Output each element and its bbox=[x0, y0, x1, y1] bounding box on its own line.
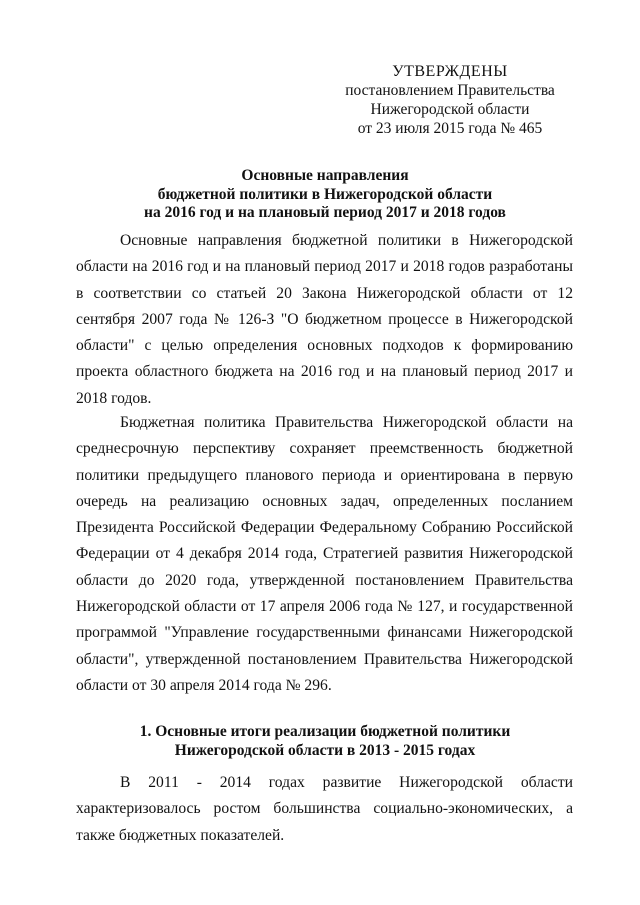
section-heading-line-1: 1. Основные итоги реализации бюджетной политики bbox=[139, 723, 511, 740]
approval-heading: УТВЕРЖДЕНЫ bbox=[392, 63, 508, 80]
title-line-2: бюджетной политики в Нижегородской области bbox=[157, 185, 493, 203]
section-heading bbox=[80, 722, 570, 760]
paragraph-text: Основные направления бюджетной политики в Нижегородской области на 2016 год и на плановый период 2017 и 2018 годов разработаны в соответствии со статьей 20 Закона Нижегородской области от 12 сентября 2007 года № 126-З "О бюджетном процессе в Нижегородской области" с целью определения основных подходов к формированию проекта областного бюджета на 2016 год и на плановый период 2017 и 2018 годов. bbox=[76, 232, 573, 407]
paragraph-text: В 2011 - 2014 годах развитие Нижегородской области характеризовалось ростом большинства социально-экономических, а также бюджетных показателей. bbox=[76, 774, 573, 844]
title-line-3: на 2016 год и на плановый период 2017 и 2018 годов bbox=[144, 204, 506, 221]
approval-line-2: Нижегородской области bbox=[370, 101, 530, 118]
title-line-1: Основные направления bbox=[241, 167, 409, 184]
body-paragraph-2 bbox=[76, 410, 573, 699]
paragraph-text: Бюджетная политика Правительства Нижегородской области на среднесрочную перспективу сохраняет преемственность бюджетной политики предыдущего планового периода и ориентирована в первую очередь на реализацию основных задач, определенных посланием Президента Российской Федерации Федеральному Собранию Российской Федерации от 4 декабря 2014 года, Стратегией развития Нижегородской области до 2020 года, утвержденной постановлением Правительства Нижегородской области от 17 апреля 2006 года № 127, и государственной программой "Управление государственными финансами Нижегородской области", утвержденной постановлением Правительства Нижегородской области от 30 апреля 2014 года № 296. bbox=[76, 414, 573, 694]
approval-line-3: от 23 июля 2015 года № 465 bbox=[357, 120, 543, 137]
document-title bbox=[80, 167, 570, 223]
section-paragraph bbox=[76, 770, 573, 849]
approval-line-1: постановлением Правительства bbox=[345, 82, 555, 99]
section-heading-line-2: Нижегородской области в 2013 - 2015 годах bbox=[174, 742, 476, 759]
body-paragraph-1 bbox=[76, 228, 573, 412]
approval-stamp bbox=[330, 62, 570, 138]
